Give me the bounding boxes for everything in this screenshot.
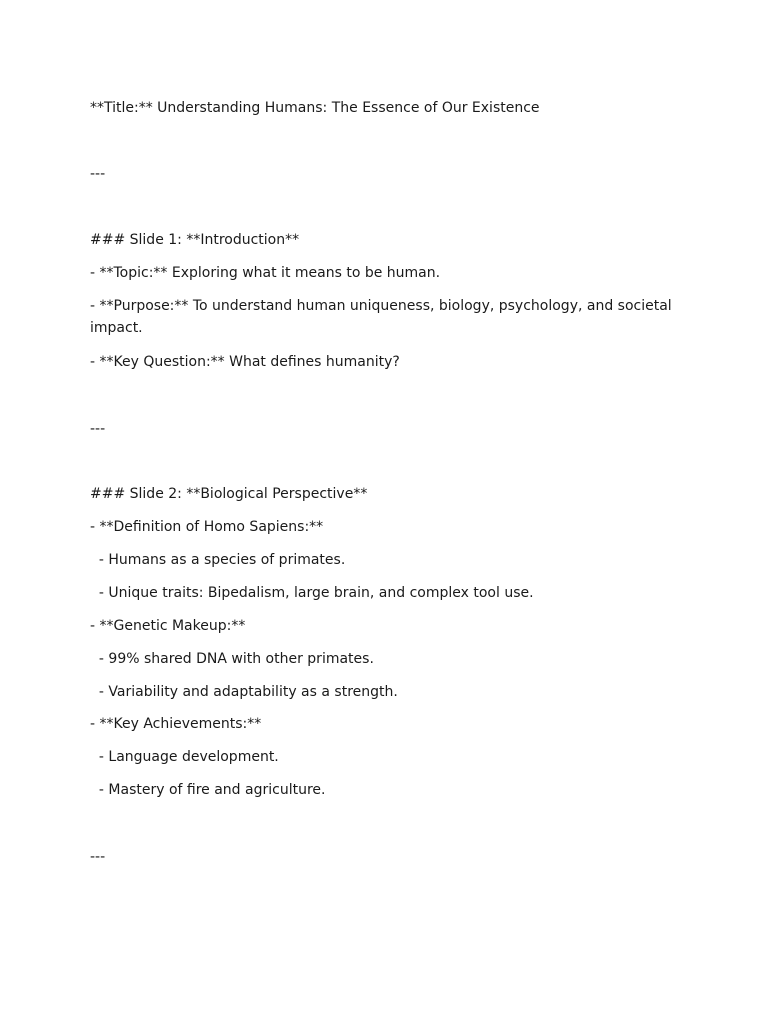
list-item: - Variability and adaptability as a strength. <box>90 684 398 700</box>
slide2-genetic: - **Genetic Makeup:** <box>90 618 246 634</box>
slide2-heading: ### Slide 2: **Biological Perspective** <box>90 486 368 502</box>
slide2-definition: - **Definition of Homo Sapiens:** <box>90 519 324 535</box>
separator: --- <box>90 421 106 437</box>
slide1-purpose: - **Purpose:** To understand human uniqueness, biology, psychology, and societal impact. <box>90 298 677 336</box>
document-title: **Title:** Understanding Humans: The Essence of Our Existence <box>90 100 540 116</box>
slide2-achievements: - **Key Achievements:** <box>90 716 262 732</box>
slide1-topic: - **Topic:** Exploring what it means to be human. <box>90 265 441 281</box>
list-item: - Language development. <box>90 749 279 765</box>
slide1-heading: ### Slide 1: **Introduction** <box>90 232 300 248</box>
slide1-key-question: - **Key Question:** What defines humanity? <box>90 354 400 370</box>
list-item: - Humans as a species of primates. <box>90 552 346 568</box>
list-item: - Unique traits: Bipedalism, large brain, and complex tool use. <box>90 585 534 601</box>
list-item: - Mastery of fire and agriculture. <box>90 782 326 798</box>
separator: --- <box>90 849 106 865</box>
separator: --- <box>90 166 106 182</box>
list-item: - 99% shared DNA with other primates. <box>90 651 374 667</box>
